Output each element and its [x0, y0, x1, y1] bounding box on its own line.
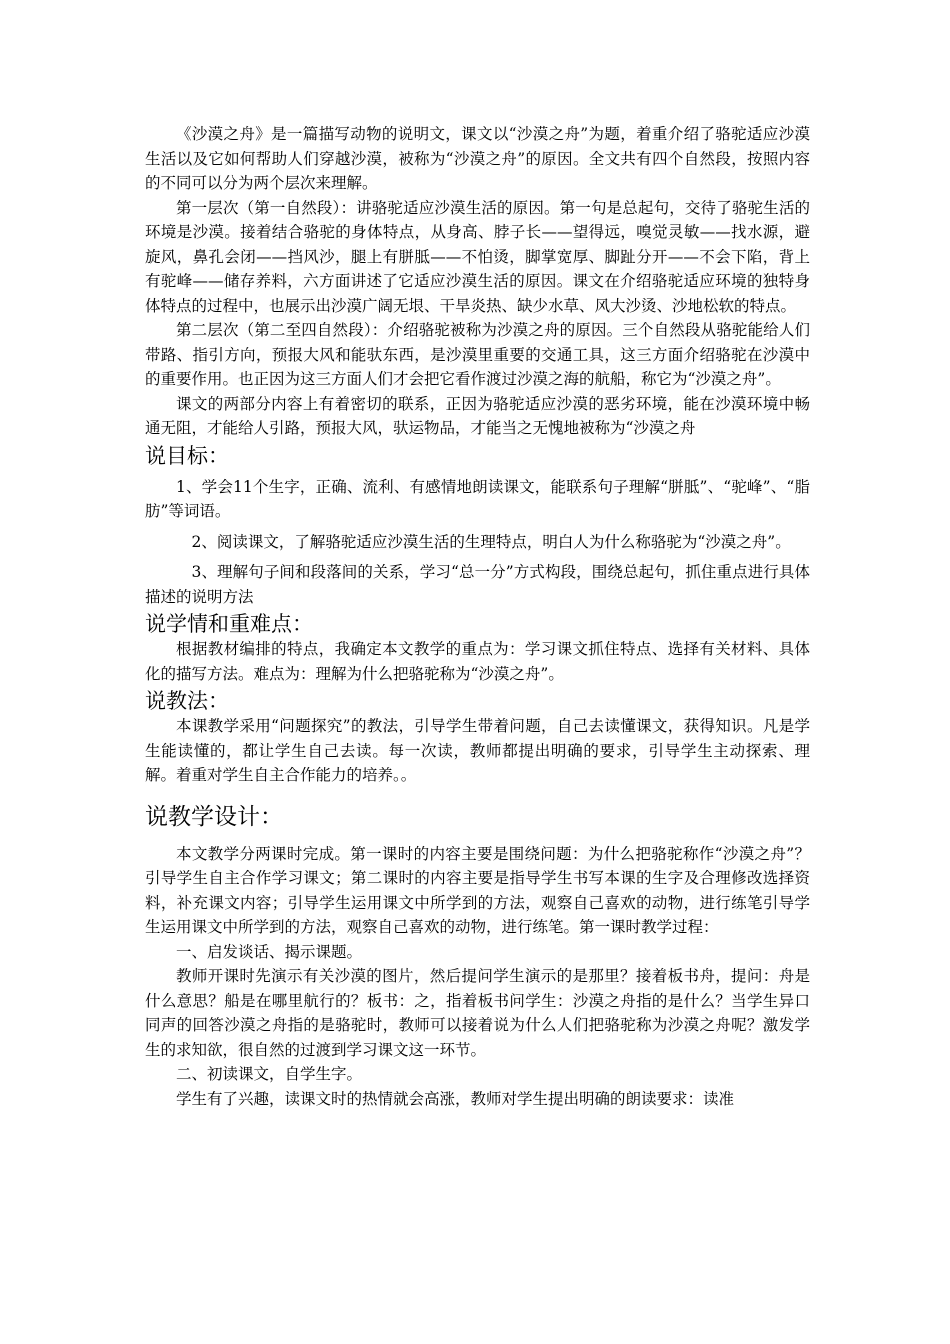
design-heading: 说教学设计：	[145, 803, 283, 830]
difficulties-heading: 说学情和重难点：	[145, 612, 313, 636]
document-page	[145, 122, 810, 1111]
design-paragraph-3: 学生有了兴趣，读课文时的热情就会高涨，教师对学生提出明确的朗读要求：读准	[176, 1089, 735, 1108]
method-text: 本课教学采用“问题探究”的教法，引导学生带着问题，自己去读懂课文，获得知识。凡是学生能读懂的，都让学生自己去读。每一次读，教师都提出明确的要求，引导学生主动探索、理解。着重对学生自主合作能力的培养。。	[145, 717, 810, 784]
design-paragraph-2: 教师开课时先演示有关沙漠的图片，然后提问学生演示的是那里？接着板书舟，提问：舟是什么意思？船是在哪里航行的？板书：之，指着板书问学生：沙漠之舟指的是什么？当学生异口同声的回答沙漠之舟指的是骆驼时，教师可以接着说为什么人们把骆驼称为沙漠之舟呢？激发学生的求知欲，很自然的过渡到学习课文这一环节。	[145, 967, 810, 1059]
intro-paragraph-3: 第二层次（第二至四自然段）：介绍骆驼被称为沙漠之舟的原因。三个自然段从骆驼能给人们带路、指引方向，预报大风和能驮东西，是沙漠里重要的交通工具，这三方面介绍骆驼在沙漠中的重要作用。也正因为这三方面人们才会把它看作渡过沙漠之海的航船，称它为“沙漠之舟”。	[145, 321, 810, 388]
design-step-2-title: 二、初读课文，自学生字。	[176, 1065, 363, 1083]
intro-paragraph-2: 第一层次（第一自然段）：讲骆驼适应沙漠生活的原因。第一句是总起句，交待了骆驼生活的环境是沙漠。接着结合骆驼的身体特点，从身高、脖子长——望得远，嗅觉灵敏——找水源，避旋风，鼻孔会闭——挡风沙，腿上有胼胝——不怕烫，脚掌宽厚、脚趾分开——不会下陷，背上有驼峰——储存养料，六方面讲述了它适应沙漠生活的原因。课文在介绍骆驼适应环境的独特身体特点的过程中，也展示出沙漠广阔无垠、干旱炎热、缺少水草、风大沙烫、沙地松软的特点。	[145, 198, 810, 315]
objective-item-2: 2、阅读课文，了解骆驼适应沙漠生活的生理特点，明白人为什么称骆驼为“沙漠之舟”。	[191, 532, 791, 551]
objective-item-3: 3、理解句子间和段落间的关系，学习“总一分”方式构段，围绕总起句，抓住重点进行具体描述的说明方法	[145, 563, 810, 606]
difficulties-text: 根据教材编排的特点，我确定本文教学的重点为：学习课文抓住特点、选择有关材料、具体化的描写方法。难点为：理解为什么把骆驼称为“沙漠之舟”。	[145, 640, 810, 683]
intro-paragraph-4: 课文的两部分内容上有着密切的联系，正因为骆驼适应沙漠的恶劣环境，能在沙漠环境中畅通无阻，才能给人引路，预报大风，驮运物品，才能当之无愧地被称为“沙漠之舟	[145, 394, 810, 437]
objectives-heading: 说目标：	[145, 443, 229, 468]
method-heading: 说教法：	[145, 689, 229, 713]
objective-item-1: 1、学会11个生字，正确、流利、有感情地朗读课文，能联系句子理解“胼胝”、“驼峰”、“脂肪”等词语。	[145, 477, 810, 520]
design-step-1-title: 一、启发谈话、揭示课题。	[176, 942, 363, 961]
intro-paragraph-1: 《沙漠之舟》是一篇描写动物的说明文，课文以“沙漠之舟”为题，着重介绍了骆驼适应沙漠生活以及它如何帮助人们穿越沙漠，被称为“沙漠之舟”的原因。全文共有四个自然段，按照内容的不同可以分为两个层次来理解。	[145, 125, 810, 192]
design-paragraph-1: 本文教学分两课时完成。第一课时的内容主要是围绕问题：为什么把骆驼称作“沙漠之舟”？引导学生自主合作学习课文；第二课时的内容主要是指导学生书写本课的生字及合理修改选择资料，补充课文内容；引导学生运用课文中所学到的方法，观察自己喜欢的动物，进行练笔引导学生运用课文中所学到的方法，观察自己喜欢的动物，进行练笔。第一课时教学过程：	[145, 844, 810, 936]
